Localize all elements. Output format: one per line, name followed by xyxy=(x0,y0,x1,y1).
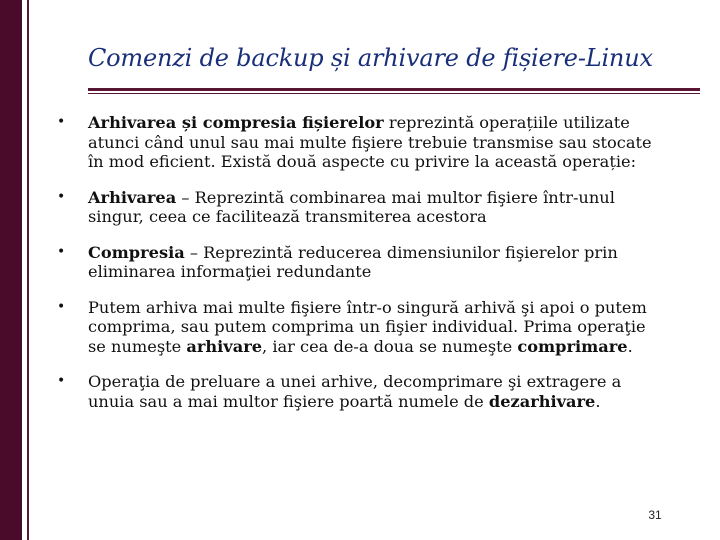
item-bold-text: Compresia xyxy=(88,242,185,262)
bullet-list xyxy=(57,113,657,411)
item-bold-text: comprimare xyxy=(517,336,628,356)
list-item xyxy=(57,243,657,282)
item-text: . xyxy=(595,391,601,411)
bullet-icon: • xyxy=(57,243,66,260)
list-item xyxy=(57,113,657,172)
item-text: – Reprezintă combinarea mai multor fişiere într-unul singur, ceea ce facilitează transmiterea acestora xyxy=(88,187,615,226)
bullet-icon: • xyxy=(57,114,66,130)
item-text: – Reprezintă reducerea dimensiunilor fişierelor prin eliminarea informaţiei redundante xyxy=(88,242,618,281)
item-text: reprezintă operațiile utilizate atunci când unul sau mai multe fişiere trebuie transmise sau stocate în mod eficient. Există două aspecte cu privire la această operație: xyxy=(88,113,652,171)
item-bold-text: dezarhivare xyxy=(488,391,596,411)
item-bold-text: Arhivarea și compresia fișierelor xyxy=(88,113,384,132)
item-bold-text: arhivare xyxy=(186,336,263,356)
item-text: Operaţia de preluare a unei arhive, decomprimare şi extragere a unuia sau a mai multor fişiere poartă numele de xyxy=(88,372,622,411)
bullet-icon: • xyxy=(57,188,66,205)
list-item xyxy=(57,298,657,357)
item-text: Putem arhiva mai multe fişiere într-o singură arhivă şi apoi o putem comprima, sau putem comprima un fişier individual. Prima operaţie se numeşte xyxy=(88,297,647,356)
left-accent-line xyxy=(27,0,29,540)
item-text: . xyxy=(627,336,633,356)
bullet-icon: • xyxy=(57,298,66,315)
item-bold-text: Arhivarea xyxy=(88,187,177,207)
title-rule-thick xyxy=(88,88,700,91)
slide-title: Comenzi de backup și arhivare de fișiere-Linux xyxy=(88,44,653,72)
page-number: 31 xyxy=(648,508,662,522)
bullet-icon: • xyxy=(57,373,66,389)
list-item xyxy=(57,188,657,227)
item-text: , iar cea de-a doua se numeşte xyxy=(262,336,518,356)
list-item xyxy=(57,372,657,411)
left-accent-bar xyxy=(0,0,22,540)
title-rule-thin xyxy=(88,93,700,94)
